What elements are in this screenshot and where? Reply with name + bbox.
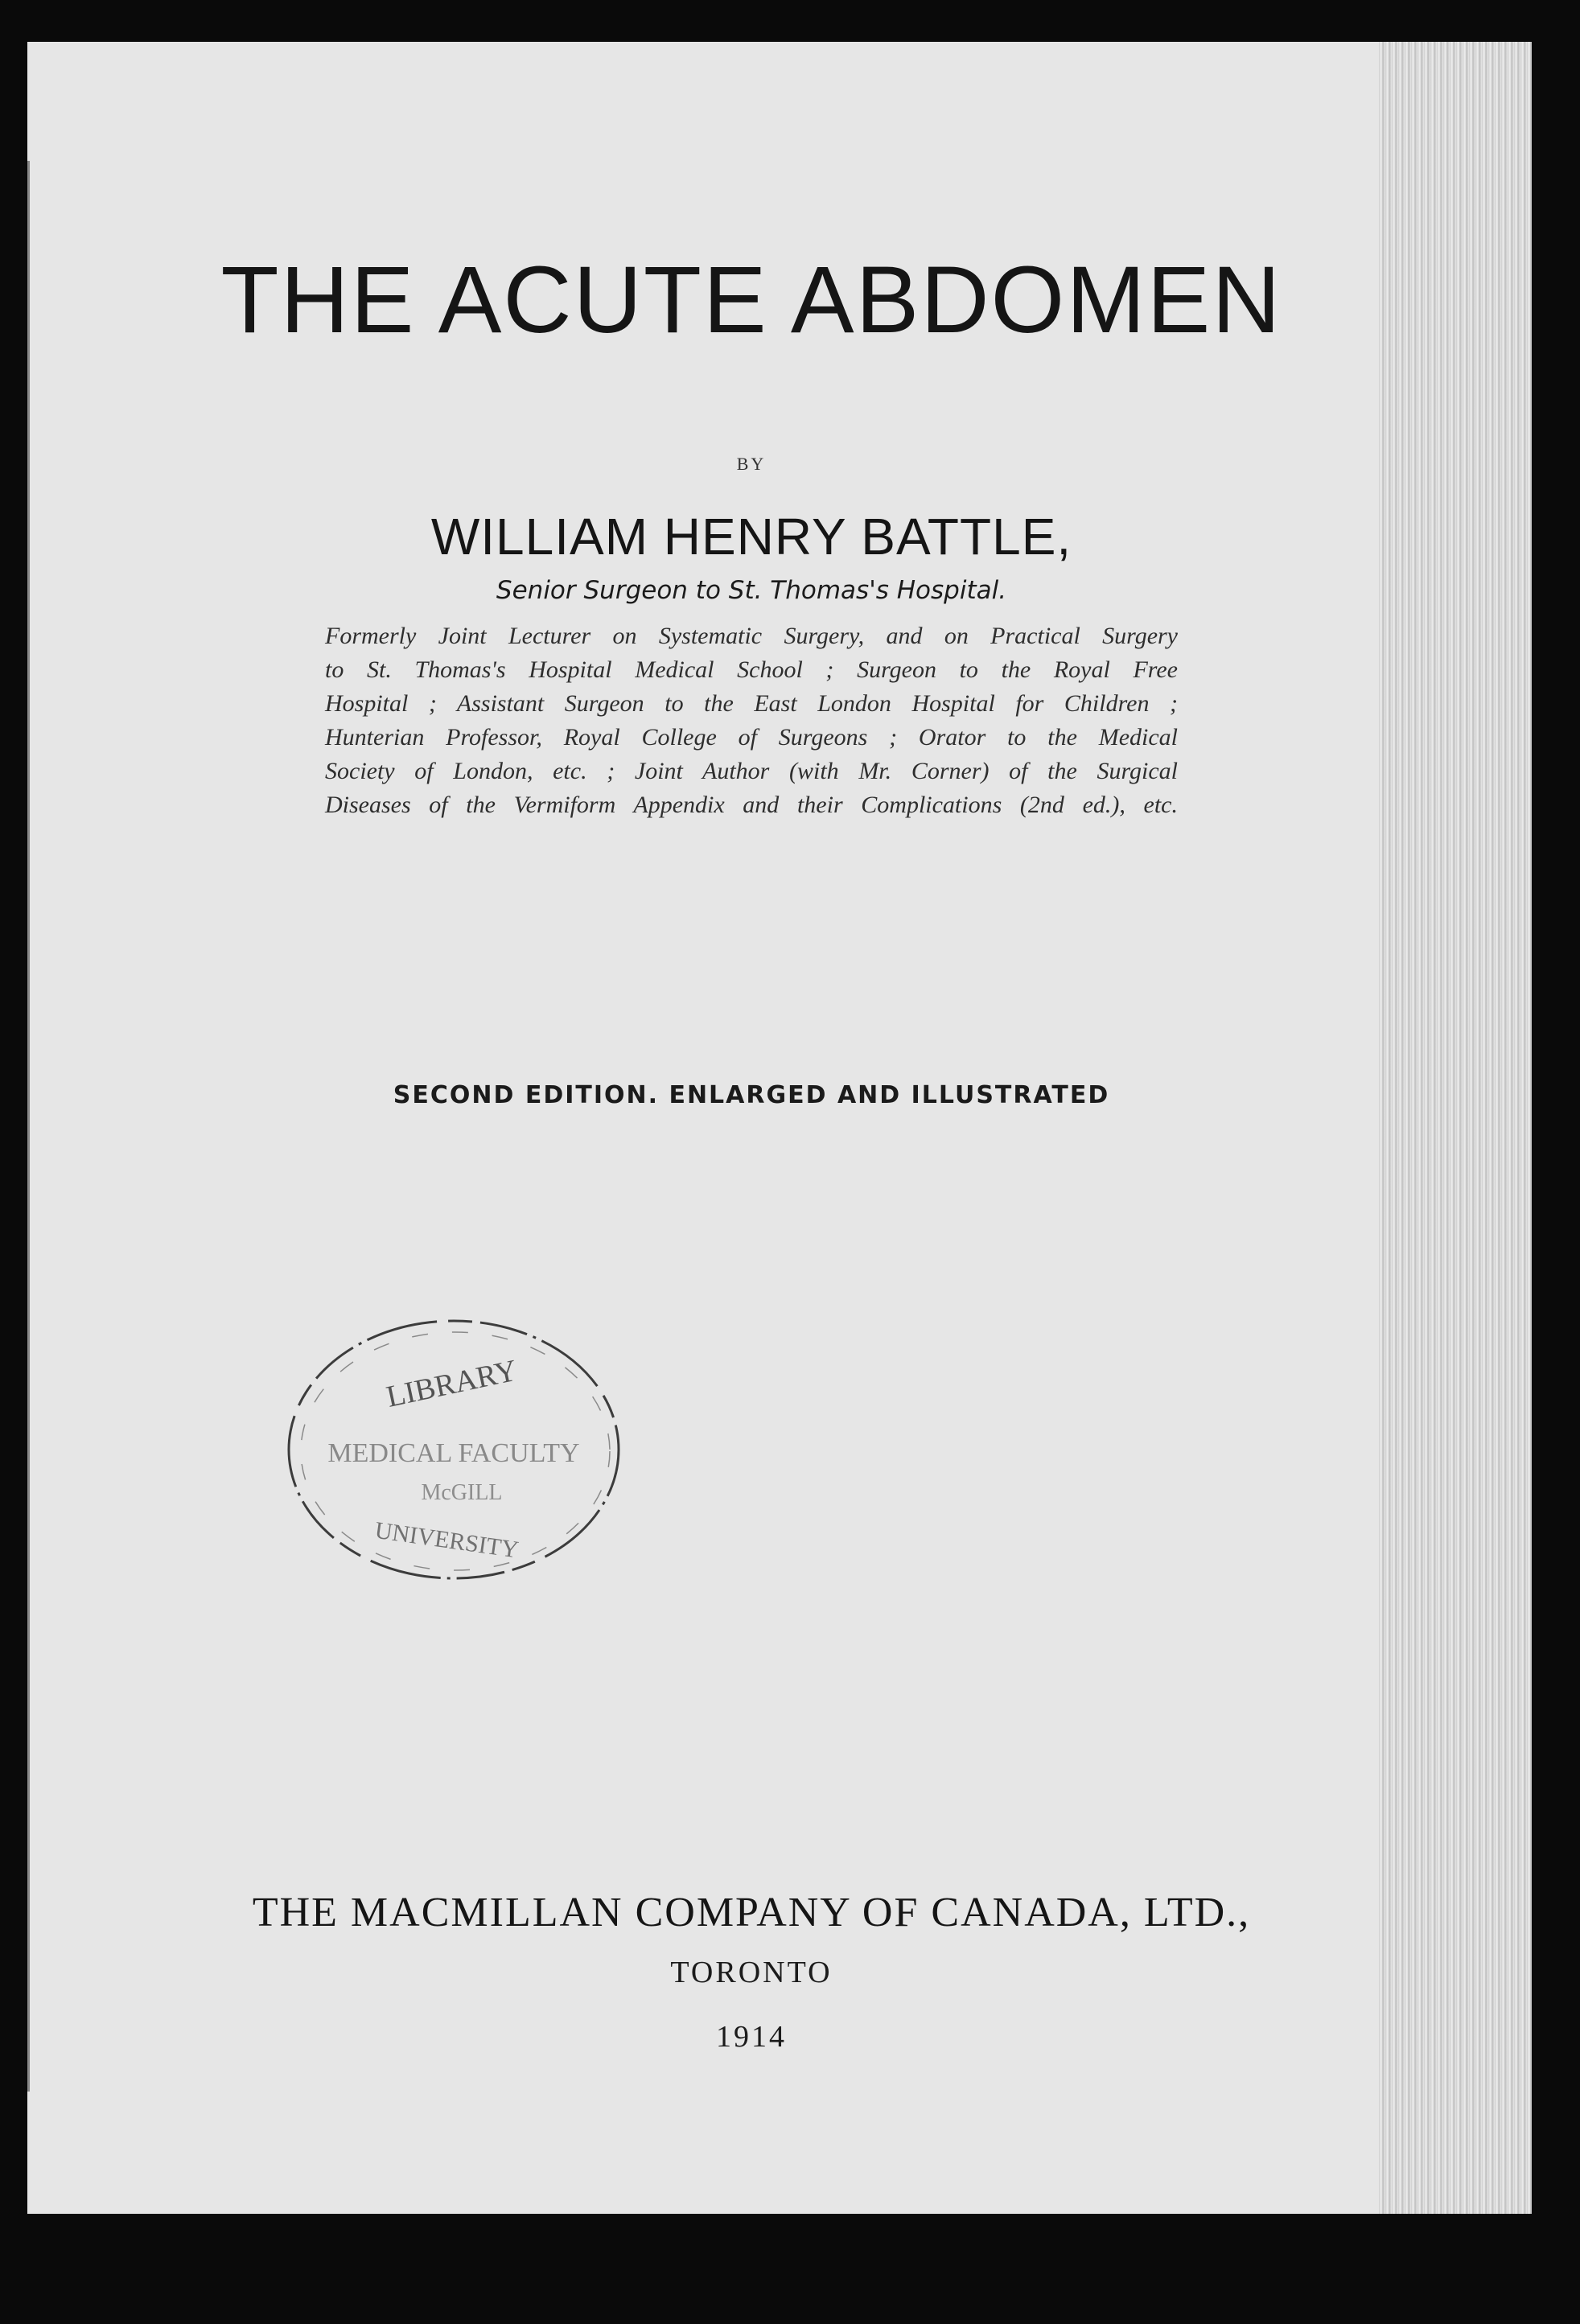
publication-year: 1914 xyxy=(716,2020,787,2054)
page-edge xyxy=(1379,42,1532,2214)
author-credentials xyxy=(325,619,1178,822)
credential-line: Formerly Joint Lecturer on Systematic Surgery, and on Practical Surgery xyxy=(325,623,1178,649)
credential-line: Society of London, etc. ; Joint Author (with Mr. Corner) of the Surgical xyxy=(325,758,1178,784)
stamp-line-1: LIBRARY xyxy=(383,1353,520,1414)
credential-line: Hospital ; Assistant Surgeon to the East London Hospital for Children ; xyxy=(325,690,1178,717)
by-line: BY xyxy=(736,454,767,474)
author-name: WILLIAM HENRY BATTLE, xyxy=(430,508,1072,566)
stamp-line-3: McGILL xyxy=(421,1480,503,1505)
book-title: THE ACUTE ABDOMEN xyxy=(220,247,1282,353)
stamp-line-4: UNIVERSITY xyxy=(372,1516,520,1564)
title-page xyxy=(27,42,1532,2214)
edition-note: SECOND EDITION. ENLARGED AND ILLUSTRATED xyxy=(393,1081,1110,1109)
credential-line: Diseases of the Vermiform Appendix and their Complications (2nd ed.), etc. xyxy=(325,792,1178,818)
stamp-line-2: MEDICAL FACULTY xyxy=(327,1438,580,1468)
publisher-city: TORONTO xyxy=(670,1956,833,1989)
credential-line: to St. Thomas's Hospital Medical School ; Surgeon to the Royal Free xyxy=(325,656,1178,683)
publisher-name: THE MACMILLAN COMPANY OF CANADA, LTD., xyxy=(252,1890,1251,1935)
credential-line: Hunterian Professor, Royal College of Surgeons ; Orator to the Medical xyxy=(325,724,1178,751)
author-position: Senior Surgeon to St. Thomas's Hospital. xyxy=(496,576,1007,605)
binding-shadow xyxy=(27,161,30,2092)
library-stamp xyxy=(269,1297,639,1602)
